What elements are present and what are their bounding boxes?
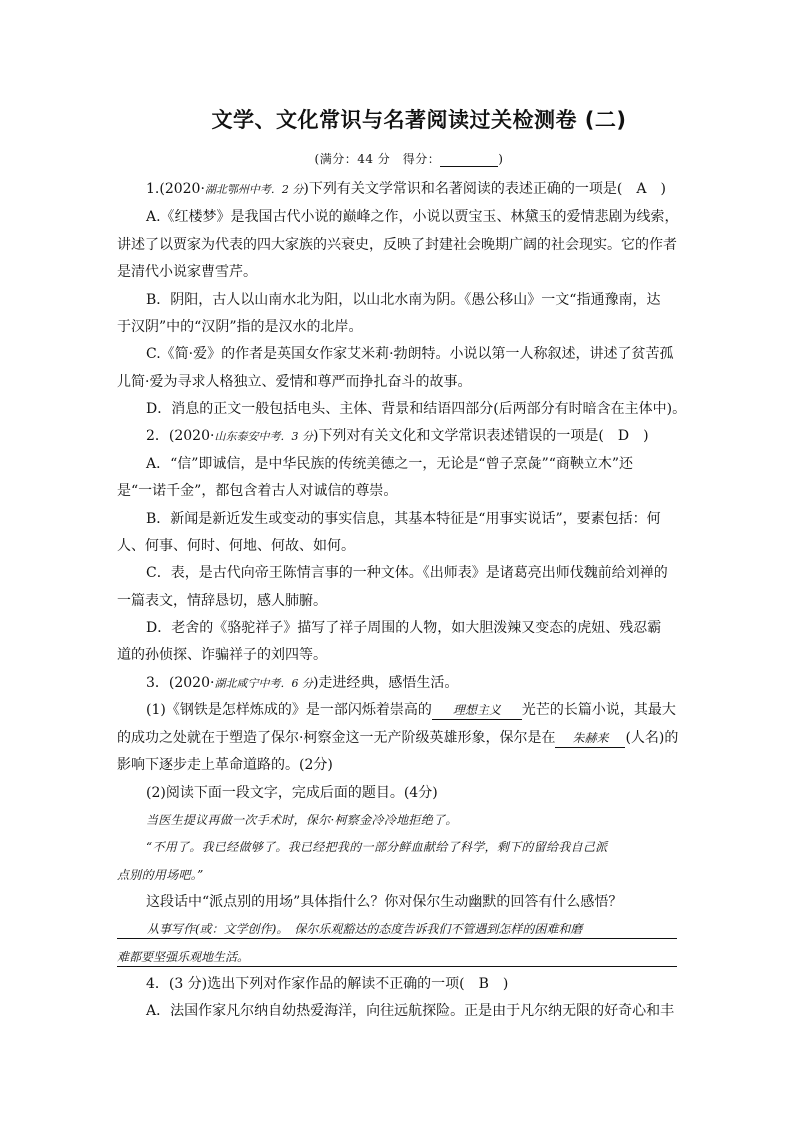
q3-answer-text2: 难都要坚强乐观地生活。 <box>117 948 677 967</box>
q3-part1-line3: 影响下逐步走上革命道路的。(2分) <box>117 757 333 773</box>
q1-stem-prefix: 1.(2020· <box>146 181 205 197</box>
q2-stem-prefix: 2．(2020· <box>146 428 215 444</box>
q2-option-c-line2: 一篇表文，情辞恳切，感人肺腑。 <box>117 593 327 609</box>
q3-answer-line1 <box>117 920 677 939</box>
page-title: 文学、文化常识与名著阅读过关检测卷 (二) <box>211 108 627 132</box>
q2-option-a-line2: 是“一诺千金”，都包含着古人对诚信的尊崇。 <box>117 483 398 499</box>
q1-source: 湖北鄂州中考．2 分 <box>204 183 304 196</box>
q3-part2-line: (2)阅读下面一段文字，完成后面的题目。(4分) <box>146 785 438 801</box>
q1-option-d-line1: D．消息的正文一般包括电头、主体、背景和结语四部分(后两部分有时暗含在主体中)。 <box>146 401 687 417</box>
q1-stem-text: )下列有关文学常识和名著阅读的表述正确的一项是( A ) <box>303 181 666 197</box>
q1-option-c-line1: C.《简·爱》的作者是英国女作家艾米莉·勃朗特。小说以第一人称叙述，讲述了贫苦孤 <box>146 346 674 362</box>
q1-option-b-line2: 于汉阴”中的“汉阴”指的是汉水的北岸。 <box>117 319 363 335</box>
score-blank <box>440 154 498 167</box>
q3-source: 湖北咸宁中考．6 分 <box>214 677 313 690</box>
q2-stem <box>146 427 706 446</box>
q2-option-b-line2: 人、何事、何时、何地、何故、如何。 <box>117 538 355 554</box>
q3-stem <box>146 674 706 693</box>
q1-option-b-line1: B．阴阳，古人以山南水北为阳，以山北水南为阴。《愚公移山》一文“指通豫南，达 <box>146 292 661 308</box>
score-line <box>0 150 794 167</box>
q3-part1-text-b: 光芒的长篇小说，其最大 <box>521 702 676 718</box>
q1-option-a-line1: A.《红楼梦》是我国古代小说的巅峰之作，小说以贾宝玉、林黛玉的爱情悲剧为线索， <box>146 209 679 225</box>
q1-option-a-line3: 是清代小说家曹雪芹。 <box>117 264 257 280</box>
q3-stem-text: )走进经典，感悟生活。 <box>312 675 459 691</box>
score-prefix: (满分：44 分 得分： <box>314 152 441 166</box>
q2-option-d-line2: 道的孙侦探、诈骗祥子的刘四等。 <box>117 647 327 663</box>
answer-blank-1: 理想主义 <box>432 701 522 720</box>
q3-answer-line2 <box>117 948 677 967</box>
q2-stem-text: )下列对有关文化和文学常识表述错误的一项是( D ) <box>312 428 649 444</box>
q2-option-c-line1: C．表，是古代向帝王陈情言事的一种文体。《出师表》是诸葛亮出师伐魏前给刘禅的 <box>146 565 668 581</box>
q1-option-a-line2: 讲述了以贾家为代表的四大家族的兴衰史，反映了封建社会晚期广阔的社会现实。它的作者 <box>117 237 677 253</box>
q2-option-a-line1: A．“信”即诚信，是中华民族的传统美德之一，无论是“曾子烹彘”“商鞅立木”还 <box>146 456 634 472</box>
q3-part1-text-d: (人名)的 <box>625 730 679 746</box>
q1-stem <box>146 180 706 199</box>
q1-option-c-line2: 儿简·爱为寻求人格独立、爱情和尊严而挣扎奋斗的故事。 <box>117 374 472 390</box>
q2-option-d-line1: D．老舍的《骆驼祥子》描写了祥子周围的人物，如大胆泼辣又变态的虎妞、残忍霸 <box>146 620 662 636</box>
q2-source: 山东泰安中考．3 分 <box>214 430 313 443</box>
q4-stem: 4．(3 分)选出下列对作家作品的解读不正确的一项( B ) <box>146 976 509 992</box>
q3-stem-prefix: 3．(2020· <box>146 675 215 691</box>
q3-quote-line3: 点别的用场吧。” <box>117 868 204 882</box>
q4-option-a-line1: A．法国作家凡尔纳自幼热爱海洋，向往远航探险。正是由于凡尔纳无限的好奇心和丰 <box>146 1003 675 1019</box>
q3-answer-text1: 从事写作(或：文学创作)。 保尔乐观豁达的态度告诉我们不管遇到怎样的困难和磨 <box>117 920 677 939</box>
q3-part1-line2 <box>117 729 677 748</box>
q3-part1-line1 <box>146 701 706 720</box>
q3-quote-line2: “不用了。我已经做够了。我已经把我的一部分鲜血献给了科学，剩下的留给我自己派 <box>146 840 608 854</box>
q3-part1-text-a: (1)《钢铁是怎样炼成的》是一部闪烁着崇高的 <box>146 702 432 718</box>
q3-part1-text-c: 的成功之处就在于塑造了保尔·柯察金这一无产阶级英雄形象，保尔是在 <box>117 730 556 746</box>
q3-quote-line1: 当医生提议再做一次手术时，保尔·柯察金冷冷地拒绝了。 <box>146 813 458 827</box>
q2-option-b-line1: B．新闻是新近发生或变动的事实信息，其基本特征是“用事实说话”，要素包括：何 <box>146 511 661 527</box>
q3-question: 这段话中“派点别的用场”具体指什么？你对保尔生动幽默的回答有什么感悟？ <box>146 894 623 910</box>
score-suffix: ) <box>498 152 504 166</box>
answer-blank-2: 朱赫来 <box>555 729 625 748</box>
